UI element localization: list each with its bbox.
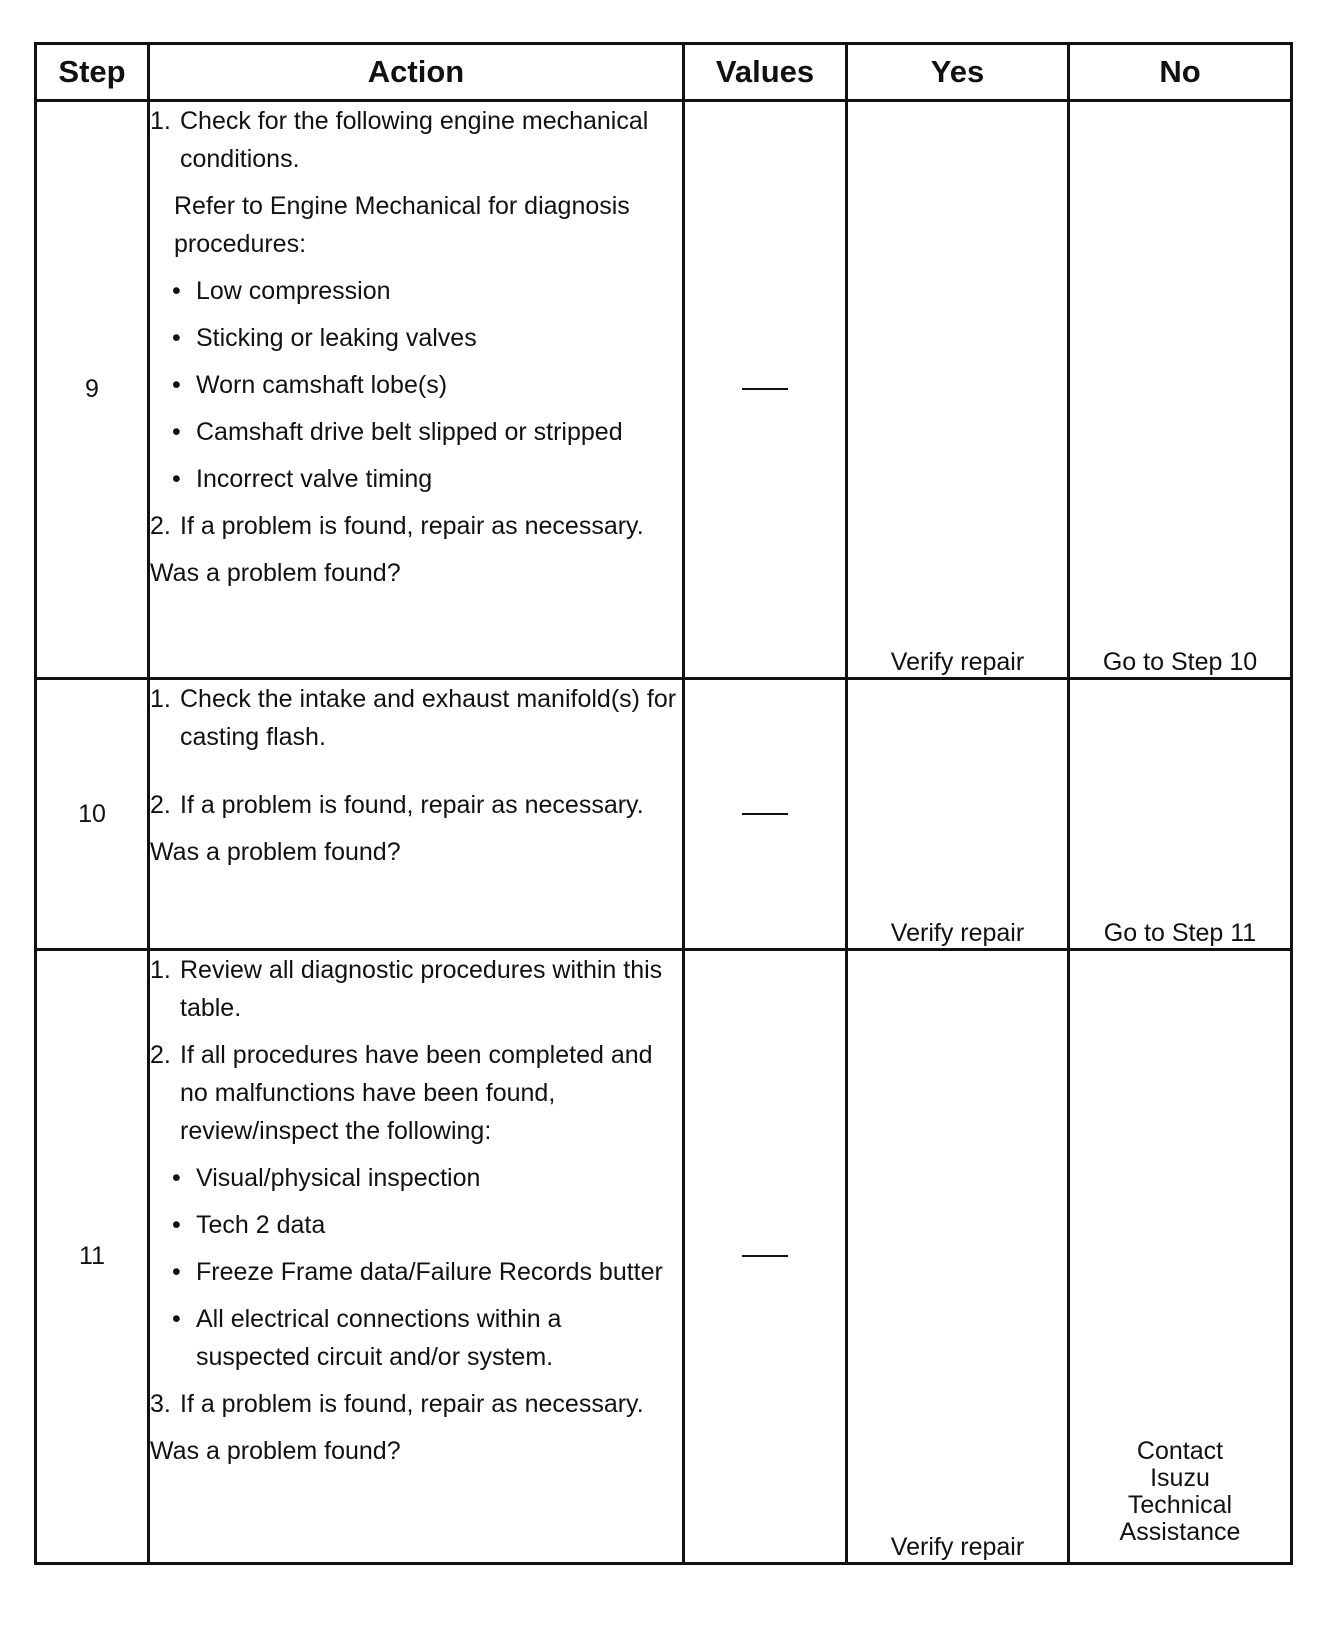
bullet-item: • Worn camshaft lobe(s): [172, 371, 448, 399]
empty-value-dash: [742, 388, 788, 390]
values-cell: [684, 101, 847, 679]
yes-result: Verify repair: [847, 679, 1069, 950]
action-item: 1. Check for the following engine mechanical conditions.: [150, 107, 649, 173]
step-number: 9: [36, 101, 149, 679]
action-item: 2. If a problem is found, repair as necessary.: [150, 512, 644, 540]
bullet-item: • Sticking or leaking valves: [172, 324, 477, 352]
bullet-item: • Incorrect valve timing: [172, 465, 433, 493]
no-result: Go to Step 11: [1069, 679, 1292, 950]
yes-result: Verify repair: [847, 950, 1069, 1564]
no-result: Contact Isuzu Technical Assistance: [1069, 950, 1292, 1564]
header-no: No: [1069, 44, 1292, 101]
empty-value-dash: [742, 1255, 788, 1257]
action-cell: [149, 101, 684, 679]
bullet-item: • All electrical connections within a suspected circuit and/or system.: [172, 1305, 562, 1371]
header-row: [36, 44, 1292, 101]
step-number: 11: [36, 950, 149, 1564]
action-item: 3. If a problem is found, repair as necessary.: [150, 1390, 644, 1418]
no-result: Go to Step 10: [1069, 101, 1292, 679]
header-action: Action: [149, 44, 684, 101]
values-cell: [684, 950, 847, 1564]
empty-value-dash: [742, 813, 788, 815]
bullet-item: • Camshaft drive belt slipped or stripped: [172, 418, 623, 446]
action-question: Was a problem found?: [150, 838, 401, 866]
values-cell: [684, 679, 847, 950]
table-row-step-10: [36, 679, 1292, 950]
bullet-item: • Freeze Frame data/Failure Records butter: [172, 1258, 663, 1286]
table-row-step-9: [36, 101, 1292, 679]
step-number: 10: [36, 679, 149, 950]
bullet-item: • Visual/physical inspection: [172, 1164, 481, 1192]
action-note: Refer to Engine Mechanical for diagnosis procedures:: [174, 192, 630, 258]
action-item: 2. If all procedures have been completed and no malfunctions have been found, review/inspect the following:: [150, 1041, 653, 1145]
action-cell: [149, 950, 684, 1564]
action-cell: [149, 679, 684, 950]
yes-result: Verify repair: [847, 101, 1069, 679]
bullet-item: • Tech 2 data: [172, 1211, 326, 1239]
action-question: Was a problem found?: [150, 1437, 401, 1465]
diagnostic-table: [34, 42, 1293, 1565]
action-question: Was a problem found?: [150, 559, 401, 587]
header-step: Step: [36, 44, 149, 101]
header-values: Values: [684, 44, 847, 101]
action-item: 2. If a problem is found, repair as necessary.: [150, 791, 644, 819]
action-item: 1. Review all diagnostic procedures within this table.: [150, 956, 663, 1022]
header-yes: Yes: [847, 44, 1069, 101]
table-row-step-11: [36, 950, 1292, 1564]
bullet-item: • Low compression: [172, 277, 391, 305]
action-item: 1. Check the intake and exhaust manifold(s) for casting flash.: [150, 685, 677, 751]
